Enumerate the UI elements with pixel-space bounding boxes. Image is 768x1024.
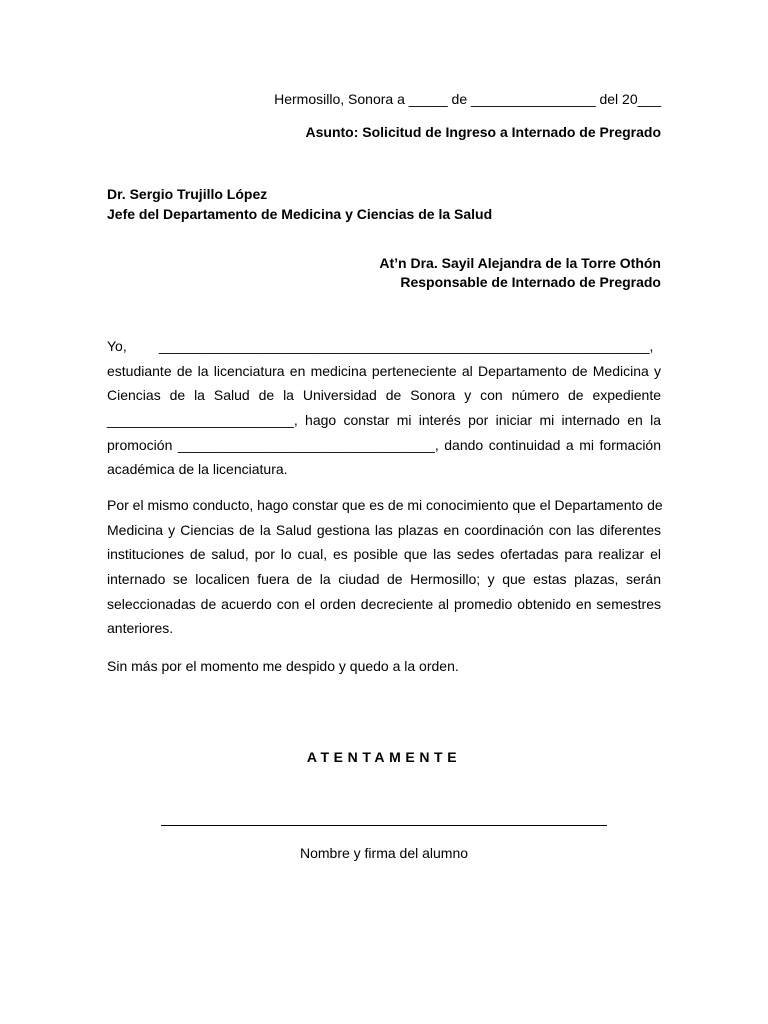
name-line [107,334,661,359]
body-line: Medicina y Ciencias de la Salud gestiona las plazas en coordinación con las diferentes [107,521,661,538]
closing-word: ATENTAMENTE [306,749,462,765]
student-name-blank: _______________________________________________________________, [159,338,654,354]
recipient-name: Dr. Sergio Trujillo López [107,186,268,202]
attention-name: At’n Dra. Sayil Alejandra de la Torre Othón [379,255,661,271]
subject-line: Asunto: Solicitud de Ingreso a Internado de Pregrado [305,124,661,140]
body-line: internado se localicen fuera de la ciudad de Hermosillo; y que estas plazas, serán [107,571,661,588]
farewell-text: Sin más por el momento me despido y quedo a la orden. [107,658,459,674]
signature-label: Nombre y firma del alumno [299,845,469,861]
body-line: Por el mismo conducto, hago constar que es de mi conocimiento que el Departamento de [107,497,663,513]
body-line: anteriores. [107,620,174,637]
body-line: instituciones de salud, por lo cual, es posible que las sedes ofertadas para realizar el [107,546,661,563]
signature-line [161,825,607,826]
recipient-title: Jefe del Departamento de Medicina y Ciencias de la Salud [107,206,493,222]
body-line: académica de la licenciatura. [107,461,288,478]
body-line: seleccionadas de acuerdo con el orden decreciente al promedio obtenido en semestres [107,595,661,612]
paragraph-conditions [107,493,661,641]
body-line: Ciencias de la Salud de la Universidad de Sonora y con número de expediente [107,387,661,404]
expediente-line: ________________________, hago constar mi interés por iniciar mi internado en la [107,412,661,429]
promocion-line: promoción _________________________________, dando continuidad a mi formación [107,436,661,453]
paragraph-farewell [107,654,661,679]
date-line: Hermosillo, Sonora a _____ de ________________ del 20___ [274,91,661,107]
yo-label: Yo, [107,338,127,354]
body-line: estudiante de la licenciatura en medicina perteneciente al Departamento de Medicina y [107,362,661,379]
attention-title: Responsable de Internado de Pregrado [400,274,661,290]
paragraph-request [107,334,661,482]
